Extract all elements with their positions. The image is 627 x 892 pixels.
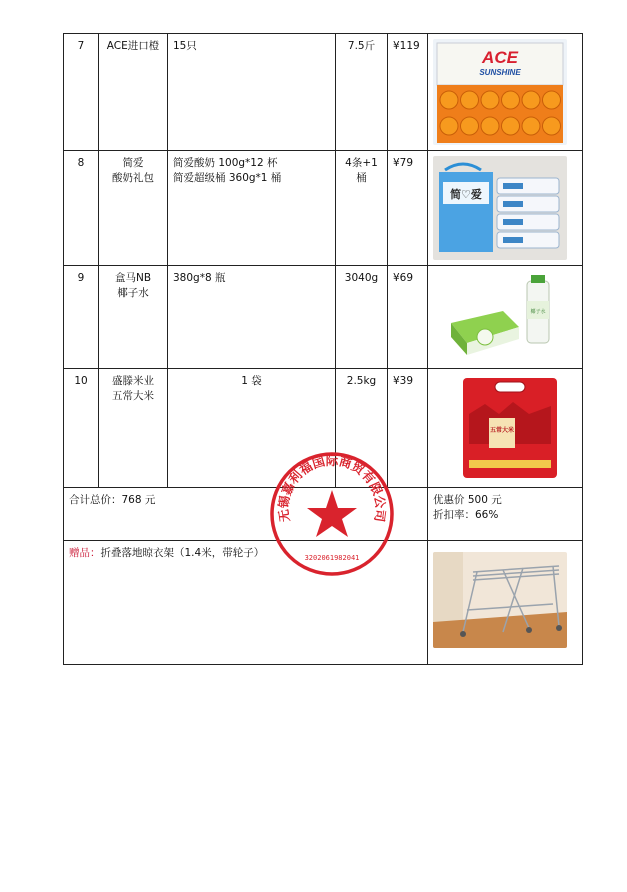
coconut-water-image	[433, 271, 567, 363]
total-price: 合计总价：768 元	[69, 494, 156, 506]
orange-box-image	[433, 39, 567, 145]
discount-rate: 折扣率：66%	[433, 509, 499, 521]
orange-fruit-icon	[461, 117, 479, 135]
yogurt-pack-image	[433, 156, 567, 260]
product-spec	[168, 34, 336, 151]
table-row	[64, 34, 583, 151]
box-brand-subtext: SUNSHINE	[479, 68, 521, 77]
quantity-line: 2.5kg	[346, 375, 377, 387]
row-number: 10	[64, 369, 99, 488]
rice-bag-text: 五常大米	[489, 427, 515, 434]
product-quantity	[336, 151, 388, 266]
product-image-cell	[428, 151, 583, 266]
orange-fruit-icon	[440, 91, 458, 109]
product-spec-line: 1 袋	[241, 375, 262, 387]
product-name-line: 五常大米	[112, 390, 154, 402]
product-spec	[168, 266, 336, 369]
product-name	[99, 369, 168, 488]
row-number: 7	[64, 34, 99, 151]
orange-fruit-icon	[522, 117, 540, 135]
orange-fruit-icon	[522, 91, 540, 109]
product-spec-line: 简爱酸奶 100g*12 杯	[173, 157, 278, 169]
seal-number: 3202061982041	[304, 554, 360, 562]
product-price: ¥119	[388, 34, 428, 151]
orange-fruit-icon	[502, 91, 520, 109]
coconut-water-illustration	[433, 271, 567, 363]
product-image-cell	[428, 369, 583, 488]
product-price: ¥79	[388, 151, 428, 266]
drying-rack-illustration	[433, 552, 567, 648]
table-row	[64, 151, 583, 266]
table-row	[64, 266, 583, 369]
product-name-line: 盛滕米业	[112, 375, 154, 387]
product-name	[99, 151, 168, 266]
product-spec	[168, 151, 336, 266]
gift-image-cell	[428, 541, 583, 665]
gift-cell	[64, 541, 428, 665]
summary-row	[64, 488, 583, 541]
orange-fruit-icon	[461, 91, 479, 109]
product-spec-line: 380g*8 瓶	[173, 272, 226, 284]
product-name-line: 椰子水	[117, 287, 149, 299]
orange-fruit-icon	[481, 117, 499, 135]
total-price-cell	[64, 488, 428, 541]
yogurt-bag-text: 简♡爱	[450, 188, 482, 201]
product-name	[99, 266, 168, 369]
product-spec	[168, 369, 336, 488]
product-price: ¥39	[388, 369, 428, 488]
discount-cell	[428, 488, 583, 541]
product-table	[63, 33, 583, 665]
product-quantity	[336, 266, 388, 369]
product-name	[99, 34, 168, 151]
table-row	[64, 369, 583, 488]
bottle-label-text: 椰子水	[530, 309, 546, 315]
gift-text: 折叠落地晾衣架（1.4米，带轮子）	[100, 547, 265, 559]
orange-fruit-icon	[440, 117, 458, 135]
product-quantity	[336, 369, 388, 488]
product-price: ¥69	[388, 266, 428, 369]
rice-bag-image	[455, 374, 565, 482]
seal-company-name: 无锡嘉利福国际商贸有限公司	[275, 452, 389, 523]
product-name-line: 简爱	[122, 157, 144, 169]
product-spec-line: 简爱超级桶 360g*1 桶	[173, 172, 282, 184]
orange-fruit-icon	[502, 117, 520, 135]
row-number: 9	[64, 266, 99, 369]
quantity-line: 4条+1	[345, 157, 378, 169]
rice-bag-illustration	[455, 374, 565, 482]
product-quantity	[336, 34, 388, 151]
product-name-line: 酸奶礼包	[112, 172, 154, 184]
quantity-line: 3040g	[344, 272, 379, 284]
product-image-cell	[428, 34, 583, 151]
product-spec-line: 15只	[173, 40, 197, 52]
orange-fruit-icon	[543, 117, 561, 135]
product-name-line: 盒马NB	[114, 272, 152, 284]
product-image-cell	[428, 266, 583, 369]
discount-price: 优惠价 500 元	[433, 494, 502, 506]
product-name-line: ACE进口橙	[106, 40, 160, 52]
gift-label: 赠品：	[69, 547, 101, 559]
drying-rack-image	[433, 552, 567, 648]
row-number: 8	[64, 151, 99, 266]
orange-box-illustration	[433, 39, 567, 145]
box-brand-text: ACE	[482, 48, 518, 67]
quantity-line: 桶	[356, 172, 367, 184]
orange-fruit-icon	[481, 91, 499, 109]
quantity-line: 7.5斤	[347, 40, 376, 52]
gift-row	[64, 541, 583, 665]
yogurt-pack-illustration	[433, 156, 567, 260]
orange-fruit-icon	[543, 91, 561, 109]
